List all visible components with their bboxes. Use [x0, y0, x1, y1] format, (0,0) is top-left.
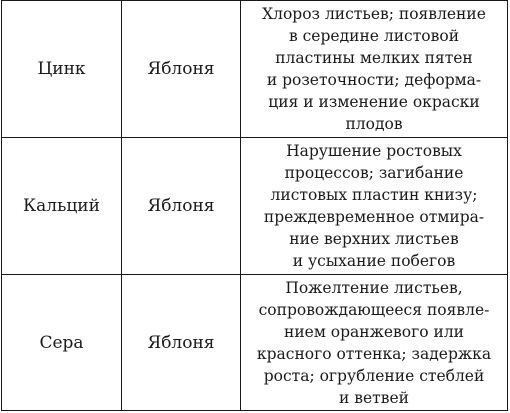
symptoms-cell	[241, 1, 508, 138]
symptom-line: процессов; загибание	[284, 164, 464, 182]
element-cell: Цинк	[2, 1, 122, 138]
symptom-line: нием оранжевого или	[283, 322, 465, 341]
symptom-line: Пожелтение листьев,	[285, 278, 463, 297]
symptom-line: красного оттенка; задержка	[256, 344, 492, 363]
symptom-line: сопровождающееся появле-	[258, 300, 490, 319]
plant-cell: Яблоня	[122, 275, 241, 411]
symptom-line: в середине листовой	[288, 27, 460, 45]
symptom-line: и усыхание побегов	[292, 252, 456, 270]
symptom-line: ция и изменение окраски	[268, 93, 480, 111]
symptom-line: Хлороз листьев; появление	[262, 5, 486, 23]
table-row	[2, 1, 508, 138]
symptom-line: преждевременное отмира-	[263, 208, 485, 226]
table-row	[2, 138, 508, 275]
plant-cell: Яблоня	[122, 1, 241, 138]
deficiency-symptoms-table	[1, 0, 508, 411]
symptom-line: ние верхних листьев	[289, 230, 459, 248]
symptom-line: и ветвей	[339, 388, 409, 407]
symptom-line: Нарушение ростовых	[286, 142, 462, 160]
plant-cell: Яблоня	[122, 138, 241, 275]
symptom-line: и розеточности; деформа-	[266, 71, 482, 89]
element-cell: Кальций	[2, 138, 122, 275]
symptoms-cell	[241, 138, 508, 275]
symptoms-cell	[241, 275, 508, 411]
symptom-line: листовых пластин книзу;	[270, 186, 478, 204]
table-row	[2, 275, 508, 411]
symptom-line: плодов	[345, 115, 403, 133]
symptom-line: пластины мелких пятен	[275, 49, 473, 67]
symptom-line: роста; огрубление стеблей	[263, 366, 485, 385]
element-cell: Сера	[2, 275, 122, 411]
